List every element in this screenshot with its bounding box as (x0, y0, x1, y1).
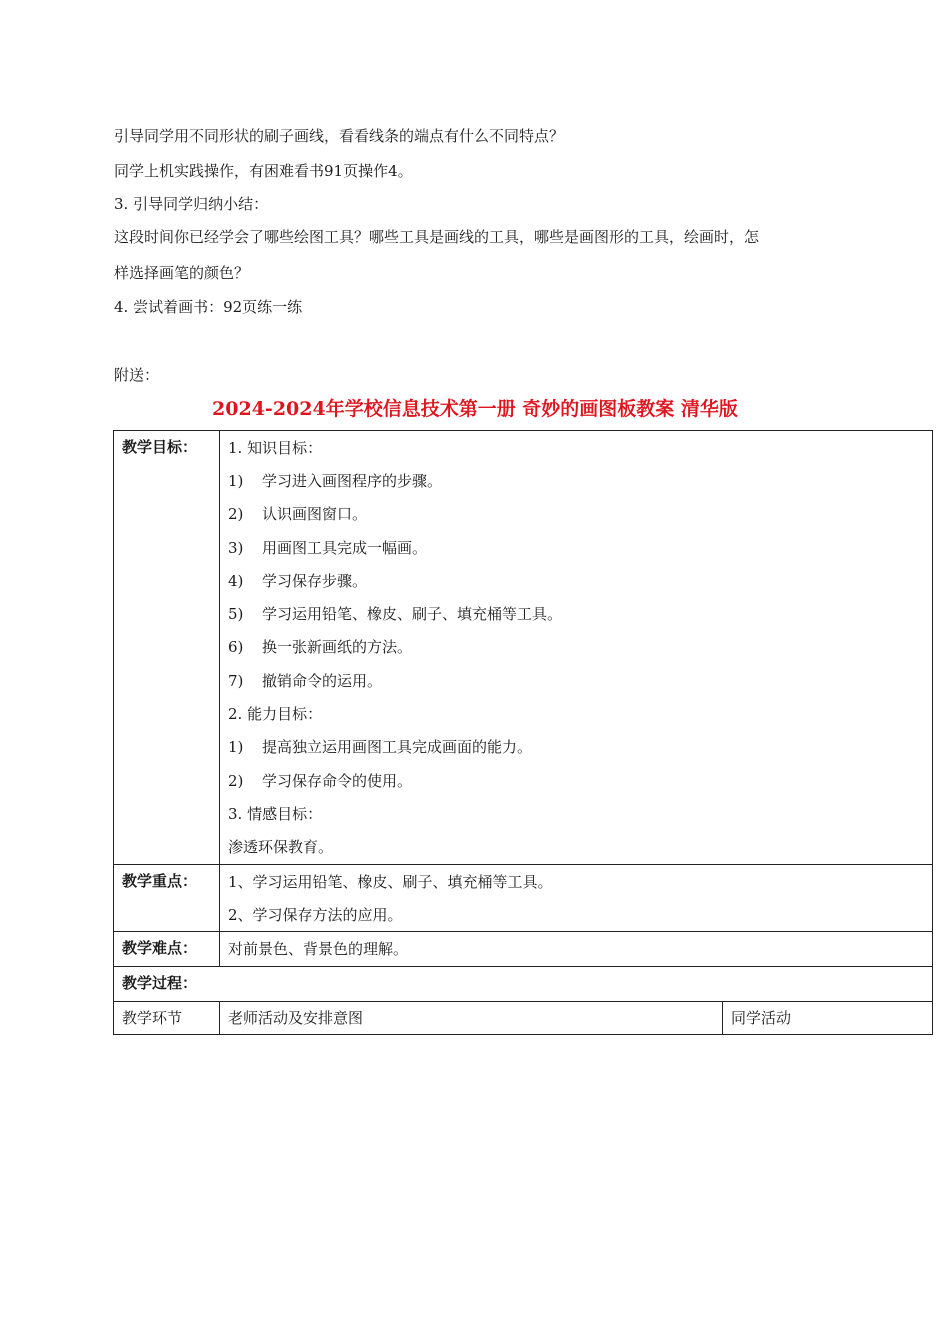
goal-number: 5) (228, 605, 244, 624)
goals-content (220, 431, 933, 865)
goal-item (228, 831, 932, 864)
intro-line-3: 3. 引导同学归纳小结： (114, 195, 269, 213)
goal-text: 换一张新画纸的方法。 (262, 638, 413, 657)
goal-number: 2) (228, 771, 244, 790)
goal-number: 3) (228, 538, 244, 557)
intro-line-6: 4. 尝试着画书：92页练一练 (114, 298, 303, 316)
goal-item (228, 464, 932, 497)
goal-text: 学习运用铅笔、橡皮、刷子、填充桶等工具。 (262, 605, 563, 624)
process-label: 教学过程： (114, 966, 933, 1001)
goal-number: 7) (228, 671, 244, 690)
goal-text: 撤销命令的运用。 (262, 671, 383, 690)
key-point-item: 1、学习运用铅笔、橡皮、刷子、填充桶等工具。 (228, 872, 553, 891)
column-stage: 教学环节 (114, 1001, 220, 1034)
goal-item (228, 697, 932, 730)
goal-text: 认识画图窗口。 (262, 505, 368, 524)
goal-item (228, 597, 932, 630)
difficulty-row (114, 932, 933, 966)
column-student-activity: 同学活动 (723, 1001, 933, 1034)
goal-item (228, 564, 932, 597)
intro-line-4: 这段时间你已经学会了哪些绘图工具？哪些工具是画线的工具，哪些是画图形的工具，绘画时，怎 (114, 228, 760, 246)
goal-text: 2. 能力目标： (228, 705, 323, 724)
goal-item (228, 431, 932, 464)
intro-line-2: 同学上机实践操作，有困难看书91页操作4。 (114, 162, 413, 180)
document-title: 2024-2024年学校信息技术第一册 奇妙的画图板教案 清华版 (212, 398, 738, 420)
goals-row (114, 431, 933, 865)
goals-label: 教学目标： (114, 431, 220, 865)
difficulty-content (220, 932, 933, 966)
goal-item (228, 797, 932, 830)
goal-text: 学习保存命令的使用。 (262, 771, 413, 790)
difficulty-text: 对前景色、背景色的理解。 (228, 940, 409, 959)
intro-line-5: 样选择画笔的颜色？ (114, 264, 250, 282)
goal-item (228, 764, 932, 797)
key-points-label: 教学重点： (114, 864, 220, 932)
goal-number: 2) (228, 505, 244, 524)
goal-text: 提高独立运用画图工具完成画面的能力。 (262, 738, 533, 757)
goal-number: 6) (228, 638, 244, 657)
key-points-content (220, 864, 933, 932)
goal-number: 1) (228, 471, 244, 490)
key-points-row (114, 864, 933, 932)
goal-text: 渗透环保教育。 (228, 838, 334, 857)
goal-text: 用画图工具完成一幅画。 (262, 538, 428, 557)
goal-number: 1) (228, 738, 244, 757)
goal-item (228, 664, 932, 697)
goal-text: 学习进入画图程序的步骤。 (262, 471, 443, 490)
process-header-row (114, 1001, 933, 1034)
key-point-item: 2、学习保存方法的应用。 (228, 905, 403, 924)
goal-item (228, 731, 932, 764)
difficulty-label: 教学难点： (114, 932, 220, 966)
intro-line-1: 引导同学用不同形状的刷子画线，看看线条的端点有什么不同特点？ (114, 127, 565, 145)
goal-item (228, 498, 932, 531)
goal-item (228, 631, 932, 664)
goal-text: 1. 知识目标： (228, 438, 323, 457)
appendix-label: 附送： (114, 366, 160, 384)
goal-number: 4) (228, 571, 244, 590)
goal-text: 3. 情感目标： (228, 804, 323, 823)
column-teacher-activity: 老师活动及安排意图 (220, 1001, 723, 1034)
goal-text: 学习保存步骤。 (262, 571, 368, 590)
process-row (114, 966, 933, 1001)
lesson-plan-table (113, 430, 933, 1035)
goal-item (228, 531, 932, 564)
